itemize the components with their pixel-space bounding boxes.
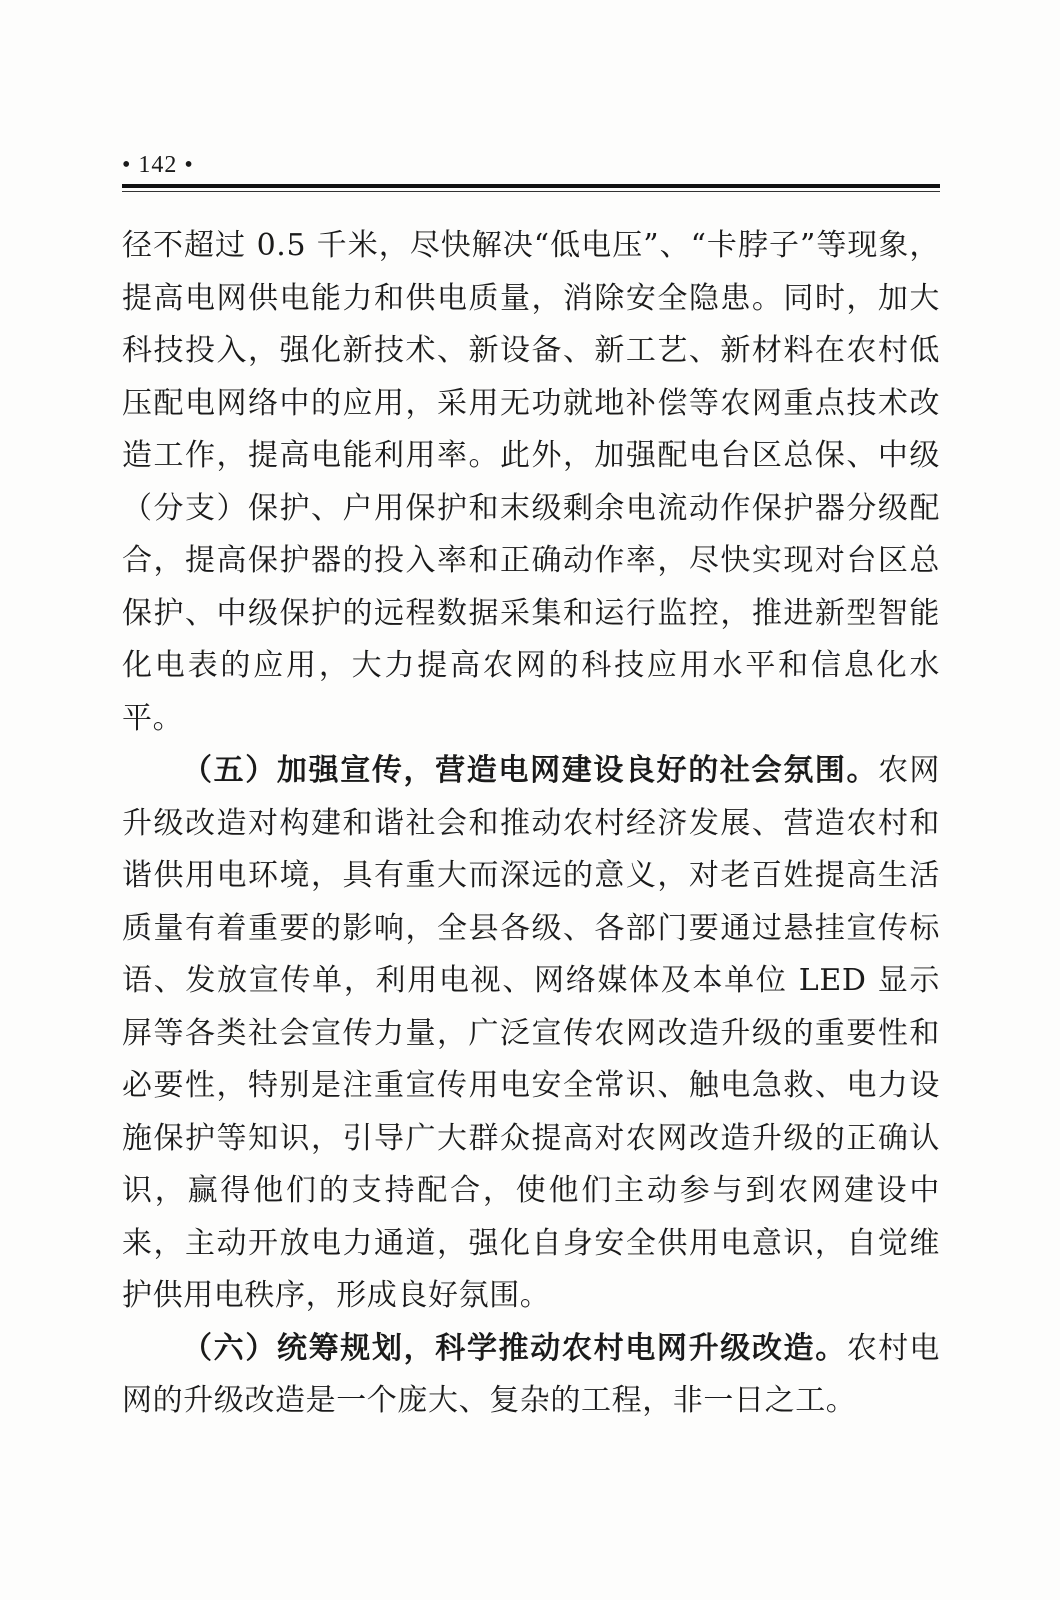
page-number: • 142 • bbox=[122, 152, 194, 178]
paragraph-2 bbox=[122, 745, 940, 1323]
paragraph-1 bbox=[122, 220, 940, 745]
paragraph-2-text: 农网升级改造对构建和谐社会和推动农村经济发展、营造农村和谐供用电环境，具有重大而深远的意义，对老百姓提高生活质量有着重要的影响，全县各级、各部门要通过悬挂宣传标语、发放宣传单，利用电视、网络媒体及本单位 LED 显示屏等各类社会宣传力量，广泛宣传农网改造升级的重要性和必要性，特别是注重宣传用电安全常识、触电急救、电力设施保护等知识，引导广大群众提高对农网改造升级的正确认识，赢得他们的支持配合，使他们主动参与到农网建设中来，主动开放电力通道，强化自身安全供用电意识，自觉维护供用电秩序，形成良好氛围。 bbox=[122, 753, 940, 1313]
section-5-heading: （五）加强宣传，营造电网建设良好的社会氛围。 bbox=[182, 753, 879, 788]
body-text bbox=[122, 220, 940, 1428]
header-rule-thick bbox=[122, 184, 940, 188]
paragraph-3-text: 农村电网的升级改造是一个庞大、复杂的工程，非一日之工。 bbox=[122, 1330, 940, 1418]
paragraph-3 bbox=[122, 1323, 940, 1428]
page-header bbox=[122, 150, 940, 190]
paragraph-1-text: 径不超过 0.5 千米，尽快解决“低电压”、“卡脖子”等现象，提高电网供电能力和供电质量，消除安全隐患。同时，加大科技投入，强化新技术、新设备、新工艺、新材料在农村低压配电网络中的应用，采用无功就地补偿等农网重点技术改造工作，提高电能利用率。此外，加强配电台区总保、中级（分支）保护、户用保护和末级剩余电流动作保护器分级配合，提高保护器的投入率和正确动作率，尽快实现对台区总保护、中级保护的远程数据采集和运行监控，推进新型智能化电表的应用，大力提高农网的科技应用水平和信息化水平。 bbox=[122, 228, 940, 736]
section-6-heading: （六）统筹规划，科学推动农村电网升级改造。 bbox=[182, 1330, 847, 1366]
header-rule-thin bbox=[122, 191, 940, 192]
